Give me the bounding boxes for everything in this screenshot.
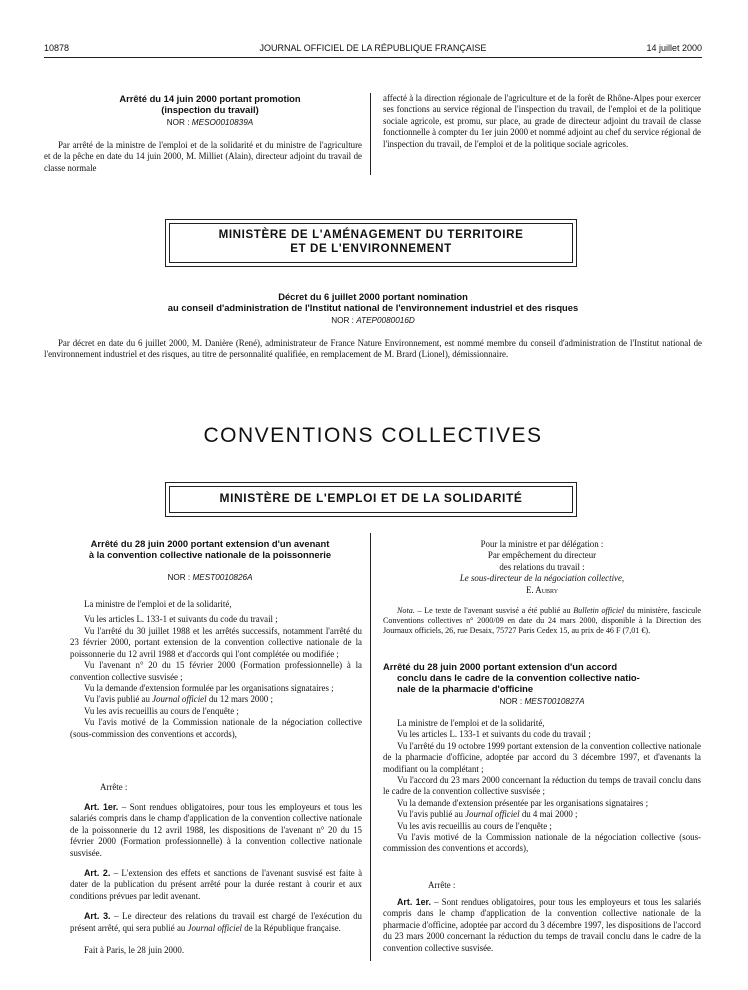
arrete1-nor: NOR : MESO0010839A <box>166 118 254 127</box>
arrete3-visas: La ministre de l'emploi et de la solidarité, Vu les articles L. 133-1 et suivants du code du travail ; Vu l'arrêté du 19 octobre 1999 portant extension de la convention collective nationale de la pharmacie d'officine, adoptée par accord du 3 décembre 1997, et d'avenants la modifiant ou la complétant ; Vu l'accord du 23 mars 2000 concernant la réduction du temps de travail conclu dans le cadre de la convention collective susvisée ; Vu la demande d'extension présentée par les organisations signataires ; Vu l'avis publié au Journal officiel du 4 mai 2000 ; Vu les avis recueillis au cours de l'enquête ; Vu l'avis motivé de la Commission nationale de la négociation collective (sous-commission des conventions et accords), <box>383 718 701 854</box>
column-divider <box>370 93 371 175</box>
decret-body: Par décret en date du 6 juillet 2000, M. Danière (René), administrateur de France Nature Environnement, est nommé membre du conseil d'administration de l'Institut national de l'environnement industriel et des risques, au titre de personnalité qualifiée, en remplacement de M. Brard (Lionel), démissionnaire. <box>44 338 702 360</box>
arrete2-art3: Art. 3. – Le directeur des relations du travail est chargé de l'exécution du présent arrêté, qui sera publié au Journal officiel de la République française. <box>70 911 362 933</box>
arrete2-articles <box>70 802 362 934</box>
arrete2-visas: Vu l'arrêté du 30 juillet 1988 et les arrêtés successifs, notamment l'arrêté du 23 février 2000, portant extension de la convention collective nationale de la poissonnerie du 12 avril 1988 et d'accords qui l'ont complétée ou modifiée ; Vu l'avenant n° 20 du 15 février 2000 (Formation professionnelle) à la convention collective susvisée ; Vu la demande d'extension formulée par les organisations signataires ; Vu l'avis publié au Journal officiel du 12 mars 2000 ; Vu les avis recueillis au cours de l'enquête ; Vu l'avis motivé de la Commission nationale de la négociation collective (sous-commission des conventions et accords), <box>70 626 362 739</box>
arrete3-nor: NOR : MEST0010827A <box>499 697 585 706</box>
arrete2-title: Arrêté du 28 juin 2000 portant extension d'un avenant à la convention collective nationale de la poissonnerie <box>88 538 332 560</box>
arrete3-title: Arrêté du 28 juin 2000 portant extension d'un accord conclu dans le cadre de la convention collective natio- nale de la pharmacie d'officine <box>383 661 640 694</box>
signature-block: Pour la ministre et par délégation : Par empêchement du directeur des relations du travail : Le sous-directeur de la négociation collective, E. Aubry <box>459 539 625 595</box>
arrete1-body-right: affecté à la direction régionale de l'agriculture et de la forêt de Rhône-Alpes pour exercer ses fonctions au service régional de l'inspection du travail, de l'emploi et de la politique sociale agricole, est promu, sur place, au grade de directeur adjoint du travail de classe fonctionnelle à compter du 1er juin 2000 et nommé adjoint au chef du service régional de l'inspection du travail, de l'emploi et de la politique sociale agricoles. <box>383 93 701 149</box>
ministry-emploi-box: MINISTÈRE DE L'EMPLOI ET DE LA SOLIDARITÉ <box>169 486 573 513</box>
arrete2-body: La ministre de l'emploi et de la solidarité, <box>84 599 232 609</box>
issue-date: 14 juillet 2000 <box>646 43 702 53</box>
section-title: CONVENTIONS COLLECTIVES <box>203 424 543 447</box>
arrete2-vu-articles: Vu les articles L. 133-1 et suivants du code du travail ; <box>84 614 278 624</box>
arrete2-art1: Art. 1er. – Sont rendues obligatoires, pour tous les employeurs et tous les salariés compris dans le champ d'application de la convention collective nationale de la poissonnerie du 12 avril 1988, les dispositions de l'avenant n° 20 du 15 février 2000 (Formation professionnelle) à la convention collective nationale susvisée. <box>70 802 362 858</box>
decret-nor: NOR : ATEP0080016D <box>331 316 415 325</box>
header-rule <box>44 57 702 58</box>
arrete1-body-left: Par arrêté de la ministre de l'emploi et de la solidarité et du ministre de l'agriculture et de la pêche en date du 14 juin 2000, M. Milliet (Alain), directeur adjoint du travail de classe normale <box>44 140 362 173</box>
decret-title: Décret du 6 juillet 2000 portant nomination au conseil d'administration de l'Institut national de l'environnement industriel et des risques <box>167 291 579 313</box>
arrete1-title: Arrêté du 14 juin 2000 portant promotion (inspection du travail) <box>119 93 301 115</box>
nota: Nota. – Le texte de l'avenant susvisé a été publié au Bulletin officiel du ministère, fascicule Conventions collectives n° 2000/09 en date du 24 mars 2000, disponible à la Direction des Journaux officiels, 26, rue Desaix, 75727 Paris Cedex 15, au prix de 46 F (7,01 €). <box>383 606 701 636</box>
ministry-amenagement-box: MINISTÈRE DE L'AMÉNAGEMENT DU TERRITOIRE ET DE L'ENVIRONNEMENT <box>169 223 573 263</box>
arrete3-art1: Art. 1er. – Sont rendues obligatoires, pour tous les employeurs et tous les salariés compris dans le champ d'application de la convention collective nationale de la pharmacie d'officine, adoptée par accord du 3 décembre 1997, les dispositions de l'accord du 23 mars 2000 concernant la réduction du temps de travail conclu dans le cadre de la convention collective susvisée. <box>383 897 701 953</box>
arrete2-vu-avis: Vu l'avis publié au Journal officiel du 12 mars 2000 ; <box>84 694 273 705</box>
page-number: 10878 <box>44 43 70 53</box>
arrete3-arrete: Arrête : <box>428 880 456 890</box>
arrete3-vu-avis: Vu l'avis publié au Journal officiel du 4 mai 2000 ; <box>397 809 578 820</box>
column-divider-lower <box>370 533 371 961</box>
arrete2-fait: Fait à Paris, le 28 juin 2000. <box>84 945 185 955</box>
journal-title: JOURNAL OFFICIEL DE LA RÉPUBLIQUE FRANÇAISE <box>259 43 487 53</box>
arrete2-art2: Art. 2. – L'extension des effets et sanctions de l'avenant susvisé est faite à dater de la publication du présent arrêté pour la durée restant à courir et aux conditions prévues par ledit avenant. <box>70 868 363 901</box>
arrete2-arrete: Arrête : <box>100 782 128 792</box>
arrete2-nor: NOR : MEST0010826A <box>167 573 253 582</box>
